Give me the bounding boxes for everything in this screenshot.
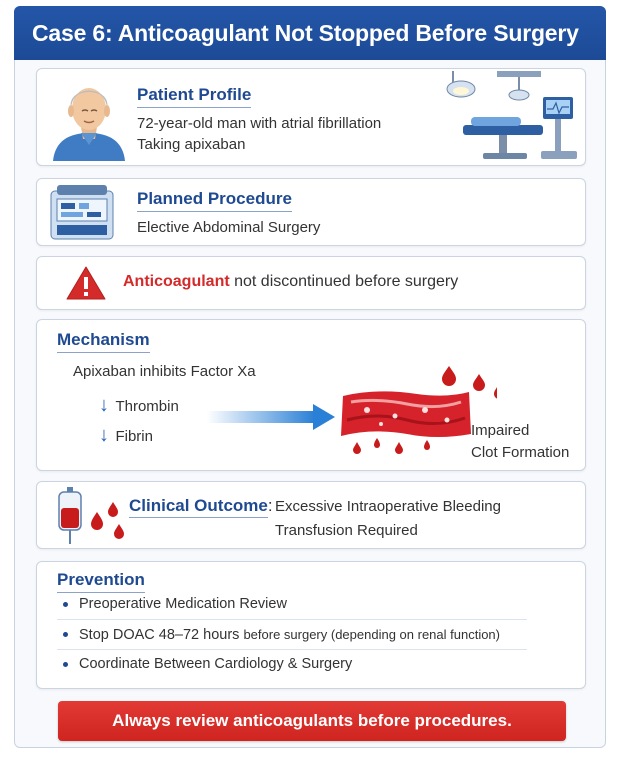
planned-procedure-title: Planned Procedure — [137, 189, 292, 212]
planned-procedure-card — [36, 178, 586, 246]
prevention-item-3: Coordinate Between Cardiology & Surgery — [79, 656, 353, 672]
clot-formation-label: Clot Formation — [471, 444, 570, 461]
down-arrow-icon: ↓ — [99, 394, 109, 416]
bullet-icon — [63, 602, 68, 607]
prevention-item-2-detail: before surgery (depending on renal function) — [243, 627, 500, 642]
header-bar — [14, 6, 606, 60]
clinical-outcome-card — [36, 481, 586, 549]
patient-profile-card — [36, 68, 586, 166]
clinical-outcome-title: Clinical Outcome — [129, 496, 268, 518]
planned-procedure-text: Elective Abdominal Surgery — [137, 219, 321, 236]
prevention-item — [57, 590, 527, 620]
mechanism-title: Mechanism — [57, 330, 150, 353]
prevention-item-2-main: Stop DOAC 48–72 hours — [79, 627, 244, 643]
elderly-patient-icon — [47, 75, 131, 161]
thrombin-row — [99, 394, 179, 417]
prevention-title: Prevention — [57, 570, 145, 593]
warning-triangle-icon — [65, 265, 107, 301]
down-arrow-icon: ↓ — [99, 424, 109, 446]
prevention-item-1: Preoperative Medication Review — [79, 596, 287, 612]
warning-rest: not discontinued before surgery — [229, 273, 459, 290]
clinical-outcome-colon: : — [267, 496, 273, 515]
fibrin-row — [99, 424, 153, 447]
warning-highlight: Anticoagulant — [123, 273, 230, 290]
prevention-card — [36, 561, 586, 689]
warning-card — [36, 256, 586, 310]
prevention-item — [57, 650, 527, 679]
right-arrow-icon — [207, 402, 337, 432]
patient-profile-line1: 72-year-old man with atrial fibrillation — [137, 115, 382, 132]
warning-statement — [123, 273, 458, 291]
bullet-icon — [63, 662, 68, 667]
patient-profile-title: Patient Profile — [137, 85, 251, 108]
clinical-outcome-line1: Excessive Intraoperative Bleeding — [275, 498, 501, 515]
blood-bag-icon — [55, 486, 135, 546]
clinical-outcome-line2: Transfusion Required — [275, 522, 418, 539]
mechanism-card — [36, 319, 586, 471]
prevention-item — [57, 620, 527, 650]
operating-room-icon — [443, 69, 583, 165]
patient-profile-line2: Taking apixaban — [137, 136, 246, 153]
clinical-outcome-heading — [129, 496, 273, 516]
impaired-label: Impaired — [471, 422, 530, 439]
page-title: Case 6: Anticoagulant Not Stopped Before Surgery — [32, 19, 579, 46]
fibrin-label: Fibrin — [115, 428, 153, 445]
mechanism-line1: Apixaban inhibits Factor Xa — [73, 363, 256, 380]
thrombin-label: Thrombin — [115, 398, 179, 415]
prevention-list — [57, 590, 527, 679]
bullet-icon — [63, 632, 68, 637]
reminder-banner: Always review anticoagulants before procedures. — [58, 701, 566, 741]
surgical-equipment-icon — [49, 183, 115, 241]
